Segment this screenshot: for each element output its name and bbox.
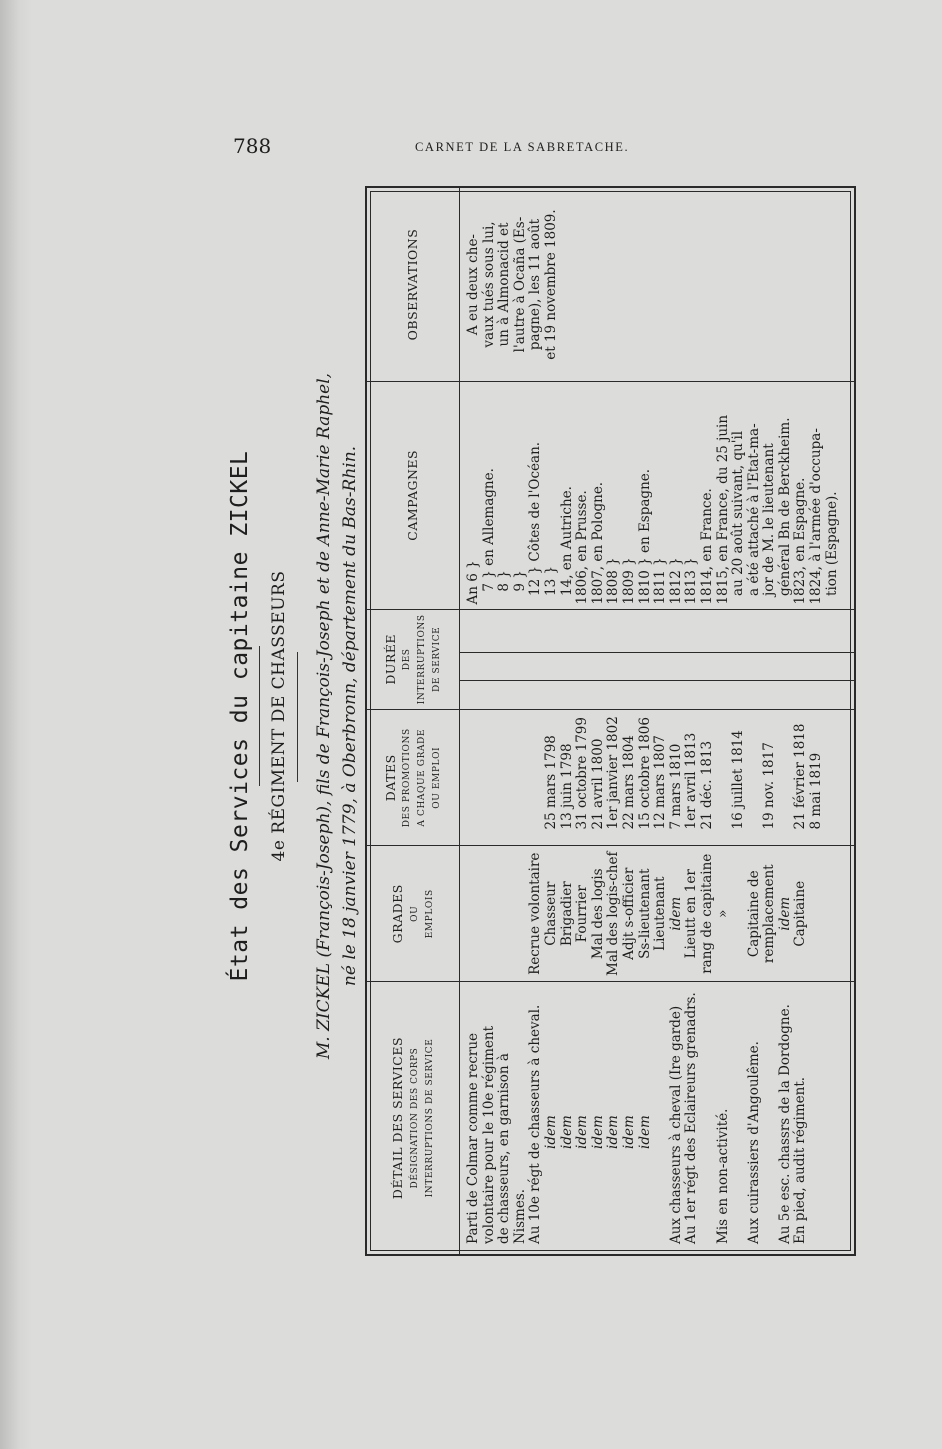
title-rule bbox=[259, 646, 260, 786]
date-line: 13 juin 1798 bbox=[558, 743, 575, 830]
date-line bbox=[482, 714, 498, 839]
date-line: 7 mars 1810 bbox=[667, 743, 684, 830]
grade-line: Brigadier bbox=[558, 881, 575, 947]
grade-line: idem bbox=[776, 896, 793, 931]
intro-paragraph bbox=[311, 176, 363, 1256]
campaign-line: 1806, en Prusse. bbox=[574, 490, 591, 605]
service-line bbox=[653, 988, 669, 1244]
observation-line: et 19 novembre 1809. bbox=[542, 209, 559, 360]
header-observations: OBSERVATIONS bbox=[366, 187, 460, 382]
campaign-line: 1807, en Pologne. bbox=[589, 481, 606, 605]
service-line: Aux chasseurs à cheval (Ire garde) bbox=[667, 1005, 684, 1244]
campaign-line: 9 } bbox=[511, 570, 528, 605]
grade-line: Adjt s-officier bbox=[620, 867, 637, 960]
service-line: En pied, audit régiment. bbox=[792, 1076, 809, 1244]
grade-line: Mal des logis bbox=[589, 868, 606, 960]
campaign-line: 1815, en France, du 25 juin bbox=[714, 414, 731, 605]
services-table bbox=[365, 186, 856, 1256]
grade-line: idem bbox=[667, 896, 684, 931]
rotated-content bbox=[227, 176, 860, 1256]
campaign-line: 13 } bbox=[542, 565, 559, 605]
date-line: 8 mai 1819 bbox=[808, 752, 825, 830]
header-services: DÉTAIL DES SERVICES DÉSIGNATION DES CORPS INTERRUPTIONS DE SERVICE bbox=[366, 982, 460, 1255]
duree-rule bbox=[460, 680, 854, 681]
services-column bbox=[460, 982, 856, 1255]
header-grades: GRADES OU EMPLOIS bbox=[366, 846, 460, 982]
date-line bbox=[747, 714, 763, 839]
service-line: de chasseurs, en garnison à bbox=[496, 1053, 513, 1244]
document-title: État des Services du capitaine ZICKEL bbox=[227, 450, 253, 982]
date-line bbox=[716, 714, 732, 839]
date-line: 21 avril 1800 bbox=[589, 738, 606, 830]
header-duree: DURÉE DES INTERRUPTIONS DE SERVICE bbox=[366, 609, 460, 710]
date-line: 21 février 1818 bbox=[792, 723, 809, 830]
campaign-line: 1824, à l'armée d'occupa- bbox=[808, 428, 825, 605]
duree-rule bbox=[460, 652, 854, 653]
grade-line: » bbox=[714, 909, 731, 918]
service-line bbox=[731, 988, 747, 1244]
campaign-line: 1809 } bbox=[620, 557, 637, 605]
date-line: 1er avril 1813 bbox=[683, 732, 700, 830]
campaign-line: 12 } Côtes de l'Océan. bbox=[527, 441, 544, 605]
grade-line: rang de capitaine bbox=[698, 853, 715, 974]
campaign-line: 1808 } bbox=[605, 557, 622, 605]
header-campagnes: CAMPAGNES bbox=[366, 382, 460, 610]
service-line: Aux cuirassiers d'Angoulême. bbox=[745, 1041, 762, 1244]
service-line: Au 10e régt de chasseurs à cheval. bbox=[527, 1004, 544, 1244]
date-line bbox=[513, 714, 529, 839]
campaign-line: jor de M. le lieutenant bbox=[761, 443, 778, 605]
book-gutter bbox=[0, 0, 32, 1449]
observation-line: vaux tués sous lui, bbox=[480, 221, 497, 348]
campaign-line: An 6 } bbox=[465, 560, 481, 605]
dates-column bbox=[460, 710, 856, 846]
grade-line: remplacement bbox=[761, 864, 778, 964]
service-line: Au 1er régt des Eclaireurs grenadrs. bbox=[683, 992, 700, 1244]
campaign-line: 1823, en Espagne. bbox=[792, 477, 809, 605]
service-line: Au 5e esc. chassrs de la Dordogne. bbox=[776, 1004, 793, 1244]
date-line: 16 juillet 1814 bbox=[730, 730, 747, 830]
table-header-row bbox=[366, 187, 460, 1255]
date-line bbox=[466, 714, 482, 839]
running-title: CARNET DE LA SABRETACHE. bbox=[415, 140, 630, 154]
date-line: 21 déc. 1813 bbox=[698, 740, 715, 830]
campaigns-column bbox=[460, 382, 856, 610]
date-line: 22 mars 1804 bbox=[620, 735, 637, 830]
date-line: 25 mars 1798 bbox=[542, 735, 559, 830]
grade-line: Recrue volontaire bbox=[527, 852, 544, 975]
service-line: Nismes. bbox=[511, 1188, 528, 1244]
date-line: 12 mars 1807 bbox=[652, 735, 669, 830]
grade-line: Lieutt en 1er bbox=[683, 869, 700, 959]
campaign-line: 14, en Autriche. bbox=[558, 486, 575, 605]
campaign-line: tion (Espagne). bbox=[823, 491, 840, 605]
grade-line bbox=[466, 850, 482, 977]
service-line: idem bbox=[558, 1115, 575, 1149]
campaign-line: 1811 } bbox=[652, 557, 669, 605]
service-line: idem bbox=[542, 1115, 559, 1149]
service-line: Mis en non-activité. bbox=[714, 1108, 731, 1244]
observations-column bbox=[460, 187, 856, 382]
grade-line: Mal des logis-chef bbox=[605, 851, 622, 976]
grade-line bbox=[731, 850, 747, 977]
regiment-rule bbox=[297, 652, 298, 782]
service-line: Parti de Colmar comme recrue bbox=[465, 1032, 481, 1244]
grade-line: Capitaine de bbox=[745, 870, 762, 958]
service-line: idem bbox=[636, 1115, 653, 1149]
campaign-line: a été attaché à l'Etat-ma- bbox=[745, 423, 762, 605]
grades-column bbox=[460, 846, 856, 982]
date-line bbox=[528, 714, 544, 839]
page-number: 788 bbox=[233, 134, 272, 158]
observation-line: pagne), les 11 août bbox=[527, 218, 544, 351]
grade-line bbox=[513, 850, 529, 977]
date-line bbox=[778, 714, 794, 839]
table-body-row bbox=[460, 187, 856, 1255]
grade-line: Ss-lieutenant bbox=[636, 868, 653, 959]
campaign-line: 1814, en France. bbox=[698, 488, 715, 605]
grade-line: Lieutenant bbox=[652, 876, 669, 951]
duree-ruling bbox=[460, 610, 854, 710]
date-line: 31 octobre 1799 bbox=[574, 717, 591, 830]
grade-line: Fourrier bbox=[574, 885, 591, 943]
date-line bbox=[497, 714, 513, 839]
grade-line bbox=[497, 850, 513, 977]
date-line: 1er janvier 1802 bbox=[605, 716, 622, 830]
campaign-line: 1812 } bbox=[667, 557, 684, 605]
campaign-line: 8 } bbox=[496, 570, 513, 605]
service-line: idem bbox=[589, 1115, 606, 1149]
service-line bbox=[700, 988, 716, 1244]
intro-line-1: M. ZICKEL (François-Joseph), fils de François-Joseph et de Anne-Marie Raphel, bbox=[314, 372, 334, 1060]
observation-line: un à Almonacid et bbox=[496, 222, 513, 347]
date-line: 19 nov. 1817 bbox=[761, 742, 778, 830]
campaign-line: général Bn de Berckheim. bbox=[776, 417, 793, 605]
service-line: idem bbox=[574, 1115, 591, 1149]
campaign-line: au 20 août suivant, qu'il bbox=[730, 430, 747, 605]
observation-line: l'autre à Ocaña (Es- bbox=[511, 216, 528, 353]
observation-line: A eu deux che- bbox=[465, 234, 481, 336]
service-line: volontaire pour le 10e régiment bbox=[480, 1026, 497, 1244]
campaign-line: 1813 } bbox=[683, 557, 700, 605]
grade-line: Chasseur bbox=[542, 881, 559, 946]
service-line: idem bbox=[620, 1115, 637, 1149]
intro-line-2: né le 18 janvier 1779, à Oberbronn, département du Bas-Rhin. bbox=[340, 445, 360, 987]
service-line: idem bbox=[605, 1115, 622, 1149]
duree-column bbox=[460, 609, 856, 710]
grade-line bbox=[482, 850, 498, 977]
grade-line: Capitaine bbox=[792, 880, 809, 947]
regiment-heading: 4e RÉGIMENT DE CHASSEURS bbox=[269, 570, 289, 862]
campaign-line: 1810 } en Espagne. bbox=[636, 468, 653, 605]
header-dates: DATES DES PROMOTIONS A CHAQUE GRADE OU EMPLOI bbox=[366, 710, 460, 846]
date-line: 15 octobre 1806 bbox=[636, 717, 653, 830]
service-line bbox=[762, 988, 778, 1244]
campaign-line: 7 } en Allemagne. bbox=[480, 468, 497, 605]
